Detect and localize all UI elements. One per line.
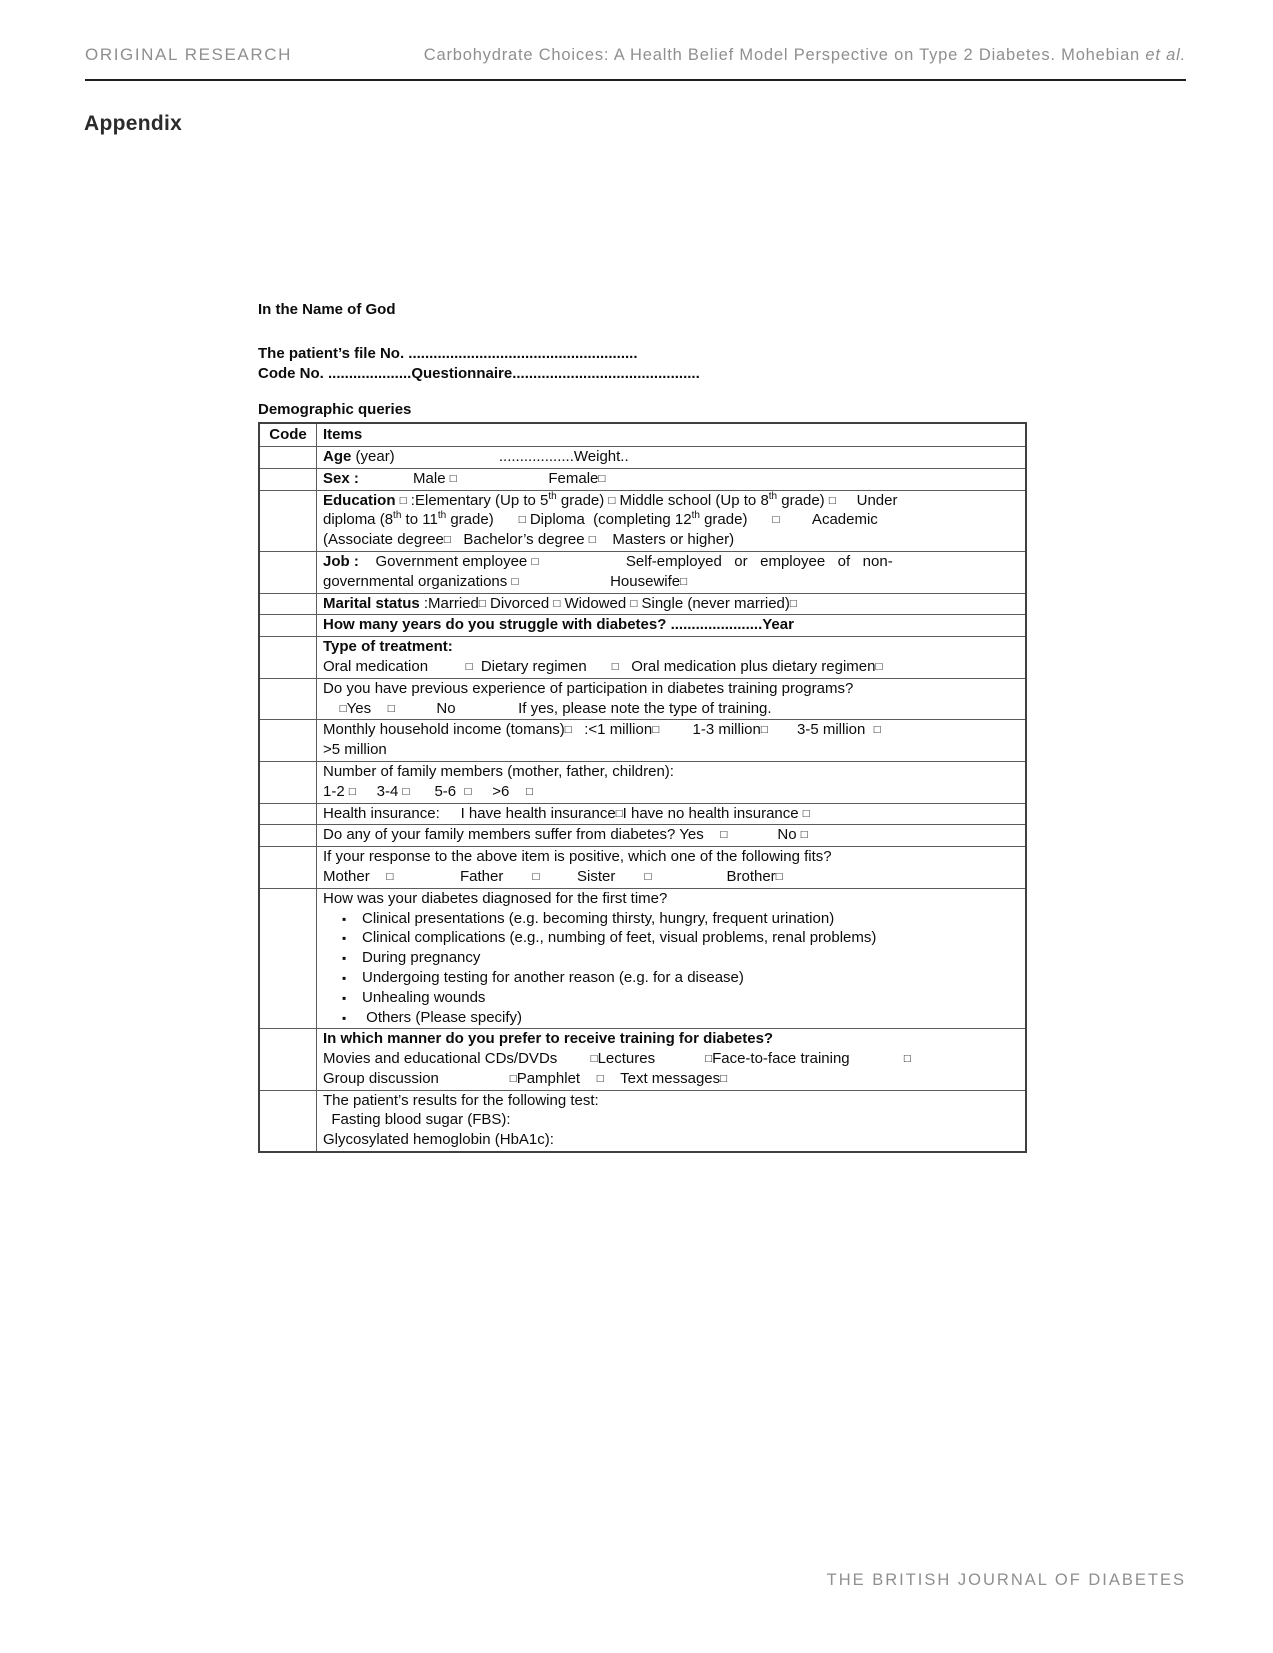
checkbox-icon: □: [532, 870, 540, 883]
item-line: [323, 699, 1019, 719]
text-segment: Sister: [539, 867, 645, 885]
header-article-title: Carbohydrate Choices: A Health Belief Model Perspective on Type 2 Diabetes. Mohebian et al.: [423, 46, 1186, 64]
text-segment: Education: [323, 491, 396, 509]
table-caption: Demographic queries: [258, 401, 412, 419]
checkbox-icon: □: [339, 702, 347, 715]
table-row: [259, 490, 1026, 551]
item-line: [323, 572, 1019, 592]
checkbox-icon: □: [800, 829, 808, 842]
checkbox-icon: □: [564, 724, 572, 737]
text-segment: (Associate degree: [323, 531, 444, 549]
item-line: [323, 615, 1019, 635]
checkbox-icon: □: [802, 807, 810, 820]
items-table-body: [259, 446, 1026, 1152]
item-line: [323, 867, 1019, 887]
items-cell: [317, 1029, 1027, 1090]
table-row: [259, 551, 1026, 593]
item-line: [323, 720, 1019, 740]
code-cell: [259, 615, 317, 637]
text-segment: Diploma (completing 12: [525, 511, 692, 529]
superscript-text: th: [691, 510, 700, 522]
text-segment: grade): [446, 511, 519, 529]
items-cell: [317, 468, 1027, 490]
checkbox-icon: □: [588, 534, 596, 547]
text-segment: During pregnancy: [362, 949, 481, 967]
item-line: [323, 1069, 1019, 1089]
text-segment: In which manner do you prefer to receive training for diabetes?: [323, 1030, 774, 1048]
text-segment: Monthly household income (tomans): [323, 721, 565, 739]
text-segment: grade): [556, 491, 609, 509]
text-segment: Dietary regimen: [472, 657, 612, 675]
text-segment: Age: [323, 447, 352, 465]
code-cell: [259, 825, 317, 847]
text-segment: Yes: [346, 699, 388, 717]
text-segment: Marital status: [323, 594, 420, 612]
item-line: [323, 637, 1019, 657]
text-segment: Housewife: [518, 572, 681, 590]
item-line: [323, 1049, 1019, 1069]
journal-footer: THE BRITISH JOURNAL OF DIABETES: [826, 1571, 1186, 1589]
column-header-items: Items: [317, 423, 1027, 446]
code-cell: [259, 720, 317, 762]
table-row: [259, 720, 1026, 762]
running-header: [85, 45, 1186, 65]
text-segment: :Married: [419, 594, 479, 612]
code-cell: [259, 761, 317, 803]
questionnaire-content: [258, 300, 1027, 1153]
text-segment: Others (Please specify): [362, 1008, 523, 1026]
code-cell: [259, 593, 317, 615]
checkbox-icon: □: [531, 555, 539, 568]
checkbox-icon: □: [348, 785, 356, 798]
text-segment: How many years do you struggle with diabetes? ......................Year: [323, 616, 794, 634]
table-row: [259, 803, 1026, 825]
item-line: [323, 469, 1019, 489]
text-segment: to 11: [401, 511, 438, 529]
item-line: [323, 679, 1019, 699]
code-cell: [259, 490, 317, 551]
superscript-text: th: [393, 510, 402, 522]
code-cell: [259, 803, 317, 825]
checkbox-icon: □: [478, 597, 486, 610]
code-cell: [259, 637, 317, 679]
text-segment: (year) ..................Weight..: [351, 447, 629, 465]
checkbox-icon: □: [775, 870, 783, 883]
text-segment: Academic: [779, 511, 878, 529]
text-segment: diploma (8: [323, 511, 394, 529]
item-line: [323, 740, 1019, 760]
checkbox-icon: □: [875, 660, 883, 673]
item-line: [323, 847, 1019, 867]
superscript-text: th: [437, 510, 447, 522]
superscript-text: th: [768, 490, 778, 502]
checkbox-icon: □: [615, 807, 623, 820]
text-segment: Do any of your family members suffer from diabetes? Yes: [323, 826, 721, 844]
item-line: [323, 447, 1019, 467]
item-line: [323, 825, 1019, 845]
item-line: [323, 782, 1019, 802]
checkbox-icon: □: [509, 1072, 517, 1085]
checkbox-icon: □: [760, 724, 768, 737]
checkbox-icon: □: [596, 1072, 604, 1085]
items-cell: [317, 825, 1027, 847]
text-segment: Masters or higher): [595, 531, 735, 549]
item-line: [323, 530, 1019, 550]
checkbox-icon: □: [511, 575, 519, 588]
text-segment: Oral medication: [323, 657, 466, 675]
text-segment: Group discussion: [323, 1069, 510, 1087]
checkbox-icon: □: [518, 514, 526, 527]
text-segment: Female: [456, 469, 599, 487]
code-cell: [259, 551, 317, 593]
header-et-al: et al.: [1145, 46, 1186, 64]
bismillah-line: In the Name of God: [258, 301, 396, 318]
code-no-line: Code No. ....................Questionnaire.............................................: [258, 364, 700, 382]
item-line: [323, 510, 1019, 530]
checkbox-icon: □: [705, 1053, 713, 1066]
text-segment: Number of family members (mother, father, children):: [323, 762, 674, 780]
code-cell: [259, 446, 317, 468]
checkbox-icon: □: [399, 494, 407, 507]
bullet-line: [323, 968, 1019, 988]
checkbox-icon: □: [590, 1053, 598, 1066]
items-cell: [317, 761, 1027, 803]
text-segment: Face-to-face training: [712, 1050, 904, 1068]
text-segment: Pamphlet: [516, 1069, 597, 1087]
column-header-code: Code: [259, 423, 317, 446]
patient-file-no-line: The patient’s file No. .......................................................: [258, 344, 638, 362]
text-segment: [323, 700, 340, 717]
text-segment: Glycosylated hemoglobin (HbA1c):: [323, 1131, 554, 1149]
checkbox-icon: □: [449, 472, 457, 485]
header-rule: [85, 79, 1186, 81]
text-segment: No If yes, please note the type of training.: [394, 699, 772, 717]
table-row: [259, 468, 1026, 490]
text-segment: Self-employed or employee of non-: [538, 552, 893, 570]
code-cell: [259, 888, 317, 1029]
text-segment: Oral medication plus dietary regimen: [618, 657, 876, 675]
text-segment: Health insurance: I have health insurance: [323, 804, 616, 822]
table-row: [259, 615, 1026, 637]
items-cell: [317, 593, 1027, 615]
items-cell: [317, 615, 1027, 637]
table-row: [259, 593, 1026, 615]
text-segment: Brother: [651, 867, 776, 885]
text-segment: Do you have previous experience of participation in diabetes training programs?: [323, 679, 854, 697]
text-segment: Father: [393, 867, 533, 885]
text-segment: 5-6: [409, 782, 465, 800]
text-segment: Male: [358, 469, 450, 487]
item-line: [323, 1029, 1019, 1049]
item-line: [323, 1130, 1019, 1150]
text-segment: :Elementary (Up to 5: [406, 491, 549, 509]
table-row: [259, 446, 1026, 468]
demographic-queries-table: [258, 422, 1027, 1153]
text-segment: Mother: [323, 867, 387, 885]
items-cell: [317, 551, 1027, 593]
text-segment: Bachelor’s degree: [450, 531, 589, 549]
item-line: [323, 1110, 1019, 1130]
text-segment: >6: [471, 782, 527, 800]
checkbox-icon: □: [772, 514, 780, 527]
bullet-line: [323, 988, 1019, 1008]
checkbox-icon: □: [903, 1053, 911, 1066]
checkbox-icon: □: [526, 785, 533, 798]
code-cell: [259, 678, 317, 720]
items-cell: [317, 803, 1027, 825]
item-line: [323, 594, 1019, 614]
checkbox-icon: □: [608, 494, 616, 507]
text-segment: Lectures: [597, 1050, 706, 1068]
checkbox-icon: □: [464, 785, 472, 798]
text-segment: No: [727, 826, 801, 844]
item-line: [323, 657, 1019, 677]
item-line: [323, 491, 1019, 511]
text-segment: Clinical presentations (e.g. becoming thirsty, hungry, frequent urination): [362, 909, 835, 927]
text-segment: Unhealing wounds: [362, 988, 486, 1006]
text-segment: The patient’s results for the following test:: [323, 1091, 599, 1109]
table-row: [259, 847, 1026, 889]
bullet-line: [323, 948, 1019, 968]
text-segment: Undergoing testing for another reason (e.g. for a disease): [362, 968, 744, 986]
item-line: [323, 804, 1019, 824]
checkbox-icon: □: [553, 597, 561, 610]
item-line: [323, 889, 1019, 909]
text-segment: grade): [699, 511, 773, 529]
table-head: [259, 423, 1026, 446]
checkbox-icon: □: [402, 785, 410, 798]
checkbox-icon: □: [443, 534, 451, 547]
text-segment: Under: [835, 491, 898, 509]
table-row: [259, 678, 1026, 720]
checkbox-icon: □: [652, 724, 660, 737]
checkbox-icon: □: [611, 660, 619, 673]
table-row: [259, 637, 1026, 679]
text-segment: Text messages: [603, 1069, 721, 1087]
table-row: [259, 1090, 1026, 1152]
bullet-line: [323, 928, 1019, 948]
items-cell: [317, 888, 1027, 1029]
text-segment: grade): [777, 491, 829, 509]
text-segment: Movies and educational CDs/DVDs: [323, 1050, 591, 1068]
text-segment: Fasting blood sugar (FBS):: [323, 1111, 511, 1129]
item-line: [323, 1091, 1019, 1111]
text-segment: >5 million: [323, 741, 387, 759]
header-section-label: ORIGINAL RESEARCH: [85, 45, 292, 64]
item-line: [323, 762, 1019, 782]
text-segment: Government employee: [358, 552, 532, 570]
checkbox-icon: □: [720, 829, 728, 842]
bullet-line: [323, 909, 1019, 929]
checkbox-icon: □: [598, 472, 606, 485]
text-segment: If your response to the above item is positive, which one of the following fits?: [323, 848, 832, 866]
checkbox-icon: □: [720, 1072, 728, 1085]
checkbox-icon: □: [644, 870, 652, 883]
appendix-title: Appendix: [84, 112, 183, 135]
text-segment: Single (never married): [637, 594, 790, 612]
checkbox-icon: □: [873, 724, 881, 737]
text-segment: Widowed: [560, 594, 631, 612]
text-segment: governmental organizations: [323, 572, 512, 590]
bullet-line: [323, 1008, 1019, 1028]
checkbox-icon: □: [789, 597, 797, 610]
text-segment: 1-3 million: [659, 721, 761, 739]
text-segment: Job :: [323, 552, 359, 570]
checkbox-icon: □: [630, 597, 638, 610]
text-segment: 1-2: [323, 782, 349, 800]
checkbox-icon: □: [680, 575, 688, 588]
code-cell: [259, 1029, 317, 1090]
text-segment: :<1 million: [571, 721, 653, 739]
items-cell: [317, 1090, 1027, 1152]
text-segment: I have no health insurance: [622, 804, 803, 822]
code-cell: [259, 847, 317, 889]
text-segment: 3-4: [355, 782, 403, 800]
text-segment: Type of treatment:: [323, 638, 453, 656]
items-cell: [317, 720, 1027, 762]
items-cell: [317, 490, 1027, 551]
table-row: [259, 825, 1026, 847]
table-row: [259, 888, 1026, 1029]
checkbox-icon: □: [386, 870, 394, 883]
code-cell: [259, 1090, 317, 1152]
table-header-row: [259, 423, 1026, 446]
table-row: [259, 761, 1026, 803]
text-segment: Clinical complications (e.g., numbing of feet, visual problems, renal problems): [362, 929, 877, 947]
text-segment: How was your diabetes diagnosed for the first time?: [323, 889, 668, 907]
items-cell: [317, 446, 1027, 468]
text-segment: Sex :: [323, 469, 359, 487]
checkbox-icon: □: [387, 702, 395, 715]
text-segment: 3-5 million: [767, 721, 874, 739]
text-segment: Middle school (Up to 8: [615, 491, 769, 509]
checkbox-icon: □: [465, 660, 473, 673]
items-cell: [317, 637, 1027, 679]
code-cell: [259, 468, 317, 490]
item-line: [323, 552, 1019, 572]
items-cell: [317, 847, 1027, 889]
checkbox-icon: □: [828, 494, 836, 507]
table-row: [259, 1029, 1026, 1090]
text-segment: Divorced: [485, 594, 554, 612]
items-cell: [317, 678, 1027, 720]
superscript-text: th: [548, 490, 557, 502]
